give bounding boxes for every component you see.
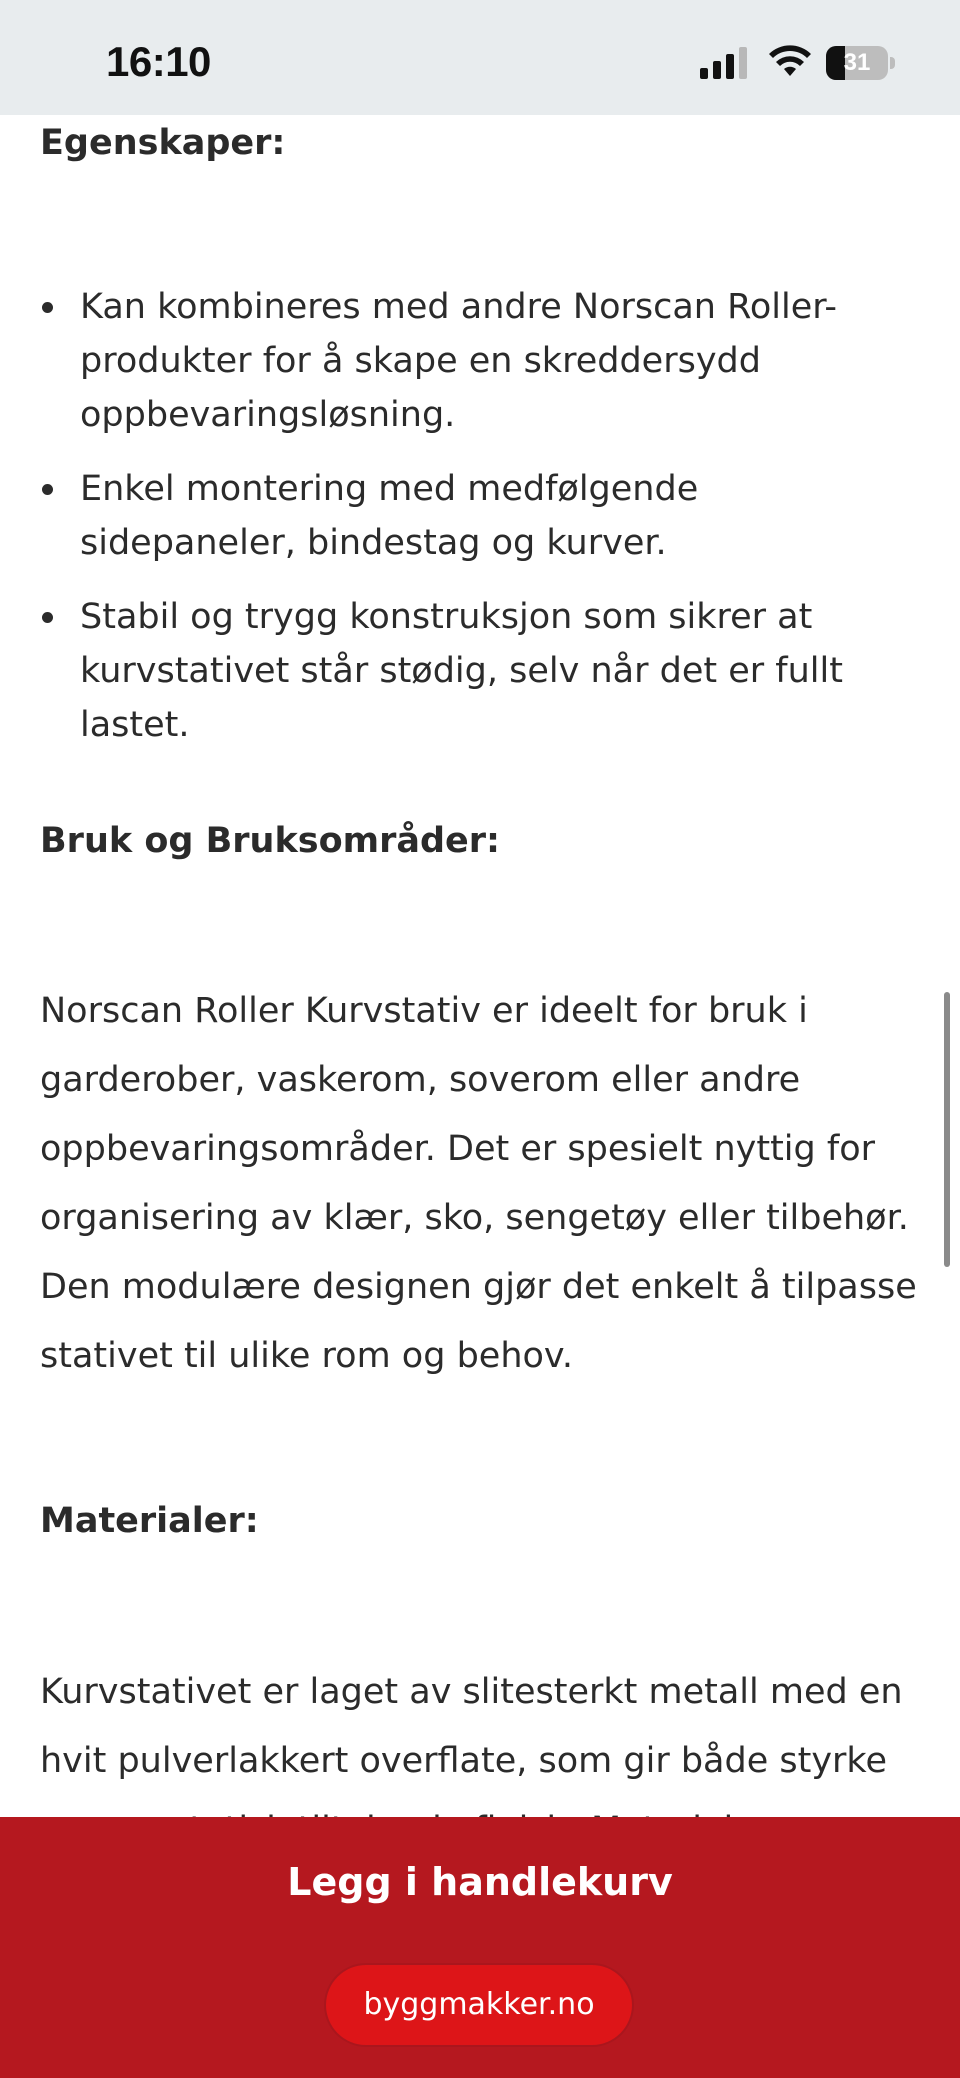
status-time: 16:10 (106, 38, 211, 85)
bullet-icon (42, 302, 53, 313)
bottom-bar (0, 1817, 960, 2078)
cellular-signal-icon (700, 47, 750, 79)
add-to-cart-button[interactable]: Legg i handlekurv (0, 1847, 960, 1917)
battery-level: 31 (843, 49, 871, 76)
url-address-pill[interactable]: byggmakker.no (326, 1965, 632, 2045)
properties-list (40, 280, 900, 772)
properties-heading: Egenskaper: (40, 123, 286, 163)
list-item-text: Kan kombineres med andre Norscan Roller-produkter for å skape en skreddersydd oppbevaringsløsning. (80, 287, 838, 435)
bullet-icon (42, 484, 53, 495)
battery-tip (890, 57, 895, 69)
battery-body (826, 46, 888, 80)
materials-heading: Materialer: (40, 1501, 259, 1541)
wifi-icon (768, 45, 812, 79)
list-item (40, 280, 900, 442)
usage-paragraph: Norscan Roller Kurvstativ er ideelt for bruk i garderober, vaskerom, soverom eller andre oppbevaringsområder. Det er spesielt nyttig for organisering av klær, sko, sengetøy eller tilbehør. Den modulære designen gjør det enkelt å tilpasse stativet til ulike rom og behov. (40, 991, 917, 1376)
list-item-text: Stabil og trygg konstruksjon som sikrer at kurvstativet står stødig, selv når det er fullt lastet. (80, 597, 843, 745)
status-bar (0, 0, 960, 115)
list-item-text: Enkel montering med medfølgende sidepaneler, bindestag og kurver. (80, 469, 699, 563)
scrollbar[interactable] (944, 992, 950, 1267)
battery-indicator (826, 46, 896, 80)
list-item (40, 462, 900, 570)
usage-heading: Bruk og Bruksområder: (40, 821, 501, 861)
list-item (40, 590, 900, 752)
bullet-icon (42, 612, 53, 623)
materials-paragraph: Kurvstativet er laget av slitesterkt metall med en hvit pulverlakkert overflate, som gir både styrke (40, 1672, 903, 1781)
